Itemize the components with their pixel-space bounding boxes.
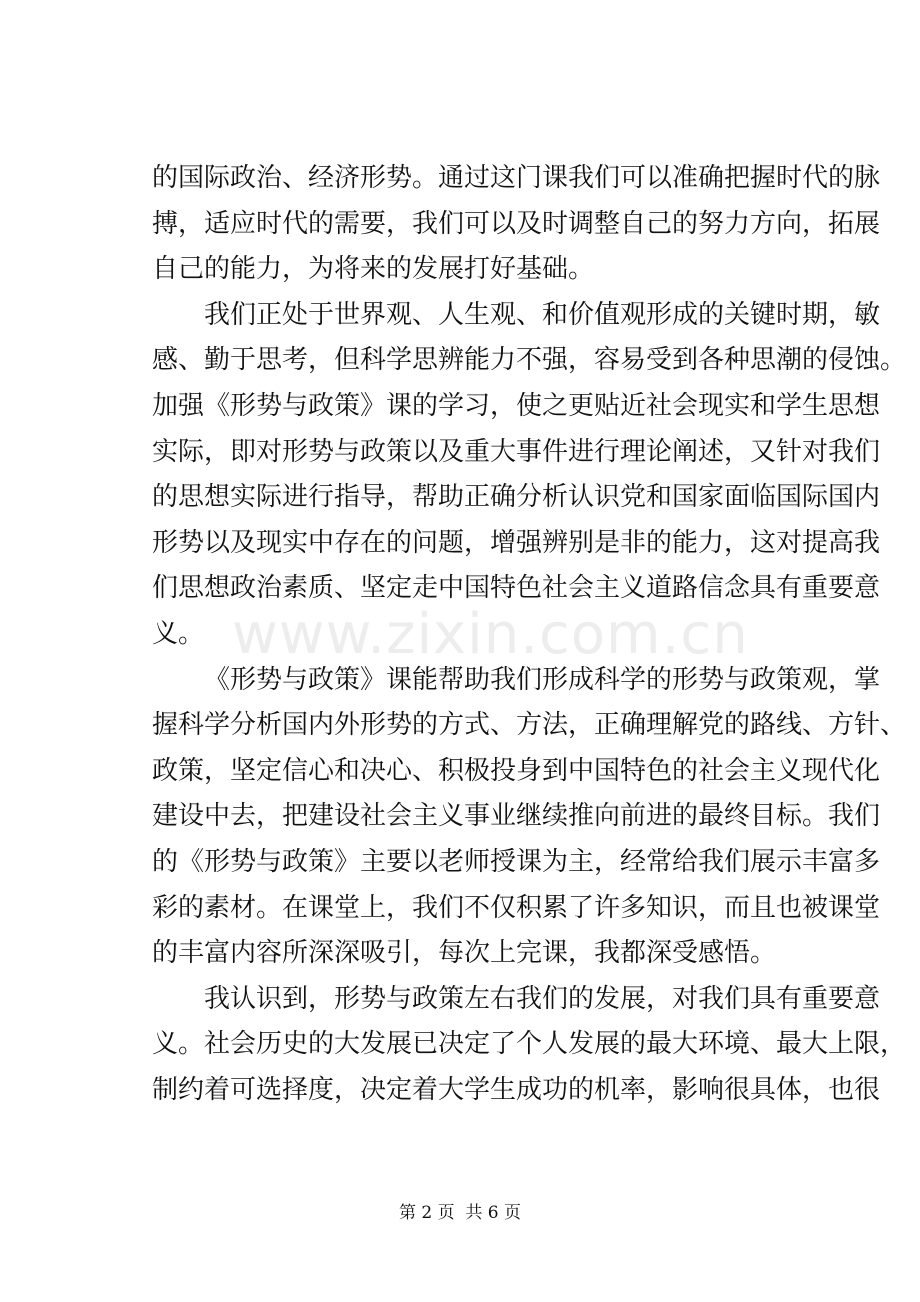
page-footer: 第 2 页 共 6 页 xyxy=(398,1203,522,1223)
paragraph xyxy=(152,977,907,1114)
text-line: 我认识到，形势与政策左右我们的发展，对我们具有重要意 xyxy=(204,983,881,1014)
text-line: 《形势与政策》课能帮助我们形成科学的形势与政策观，掌 xyxy=(204,664,881,695)
text-line: 的丰富内容所深深吸引，每次上完课，我都深受感悟。 xyxy=(152,938,777,969)
text-line: 搏，适应时代的需要，我们可以及时调整自己的努力方向，拓展 xyxy=(152,208,881,239)
paragraph xyxy=(152,293,907,658)
text-line: 义。社会历史的大发展已决定了个人发展的最大环境、最大上限， xyxy=(152,1029,907,1060)
text-line: 的思想实际进行指导，帮助正确分析认识党和国家面临国际国内 xyxy=(152,482,881,513)
text-line: 握科学分析国内外形势的方式、方法，正确理解党的路线、方针、 xyxy=(152,710,907,741)
text-line: 的国际政治、经济形势。通过这门课我们可以准确把握时代的脉 xyxy=(152,163,881,193)
text-line: 义。 xyxy=(152,618,205,649)
text-line: 自己的能力，为将来的发展打好基础。 xyxy=(152,254,595,285)
text-line: 实际，即对形势与政策以及重大事件进行理论阐述，又针对我们 xyxy=(152,436,881,467)
body-text xyxy=(152,156,907,1113)
text-line: 制约着可选择度，决定着大学生成功的机率，影响很具体，也很 xyxy=(152,1074,881,1105)
text-line: 加强《形势与政策》课的学习，使之更贴近社会现实和学生思想 xyxy=(152,390,881,421)
paragraph xyxy=(152,156,881,293)
text-line: 形势以及现实中存在的问题，增强辨别是非的能力，这对提高我 xyxy=(152,527,881,558)
text-line: 政策，坚定信心和决心、积极投身到中国特色的社会主义现代化 xyxy=(152,755,881,786)
paragraph xyxy=(152,658,907,977)
text-line: 的《形势与政策》主要以老师授课为主，经常给我们展示丰富多 xyxy=(152,846,881,877)
watermark: www.zixin.com.cn xyxy=(232,602,749,667)
text-line: 我们正处于世界观、人生观、和价值观形成的关键时期，敏 xyxy=(204,299,881,330)
text-line: 建设中去，把建设社会主义事业继续推向前进的最终目标。我们 xyxy=(152,801,881,832)
text-line: 感、勤于思考，但科学思辨能力不强，容易受到各种思潮的侵蚀。 xyxy=(152,345,907,376)
text-line: 们思想政治素质、坚定走中国特色社会主义道路信念具有重要意 xyxy=(152,573,881,604)
text-line: 彩的素材。在课堂上，我们不仅积累了许多知识，而且也被课堂 xyxy=(152,892,881,923)
